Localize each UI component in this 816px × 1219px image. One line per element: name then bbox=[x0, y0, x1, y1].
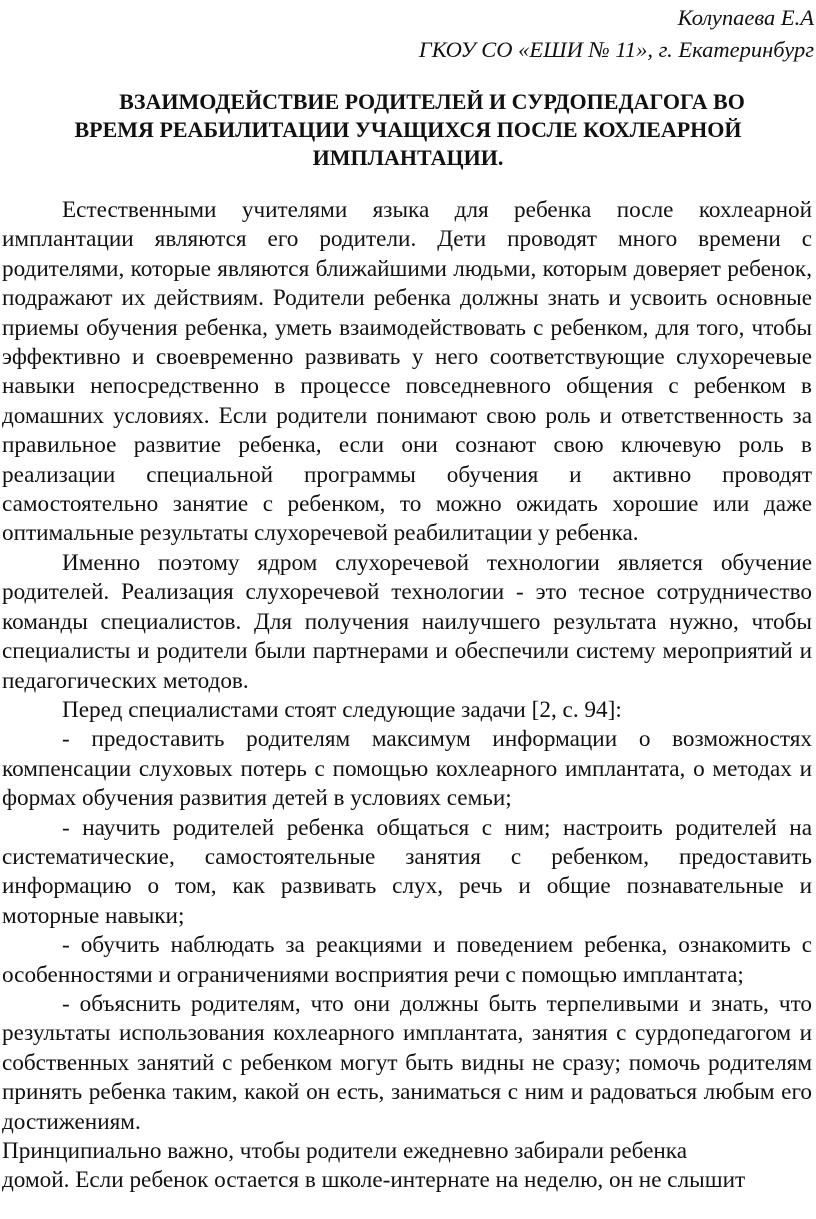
paragraph-1: Естественными учителями языка для ребенка после кохлеарной имплантации являются его родители. Дети проводят много времени с родителями, которые являются ближайшими людьми, которым доверяет ребенок, подражают их действиям. Родители ребенка должны знать и усвоить основные приемы обучения ребенка, уметь взаимодействовать с ребенком, для того, чтобы эффективно и своевременно развивать у него соответствующие слухоречевые навыки непосредственно в процессе повседневного общения с ребенком в домашних условиях. Если родители понимают свою роль и ответственность за правильное развитие ребенка, если они сознают свою ключевую роль в реализации специальной программы обучения и активно проводят самостоятельно занятие с ребенком, то можно ожидать хорошие или даже оптимальные результаты слухоречевой реабилитации у ребенка. bbox=[2, 197, 812, 547]
document-title bbox=[4, 88, 812, 172]
paragraph-8-line-2: домой. Если ребенок остается в школе-интернате на неделю, он не слышит bbox=[2, 1167, 746, 1194]
paragraph-8-line-1: Принципиально важно, чтобы родители ежедневно забирали ребенка bbox=[2, 1138, 688, 1164]
paragraph-7-task: - объяснить родителям, что они должны быть терпеливыми и знать, что результаты использования кохлеарного имплантата, занятия с сурдопедагогом и собственных занятий с ребенком могут быть видны не сразу; помочь родителям принять ребенка таким, какой он есть, заниматься с ним и радоваться любым его достижениям. bbox=[2, 990, 812, 1135]
author-block bbox=[419, 2, 814, 66]
paragraph-2: Именно поэтому ядром слухоречевой технологии является обучение родителей. Реализация слухоречевой технологии - это тесное сотрудничество команды специалистов. Для получения наилучшего результата нужно, чтобы специалисты и родители были партнерами и обеспечили систему мероприятий и педагогических методов. bbox=[2, 549, 812, 694]
paragraph-3: Перед специалистами стоят следующие задачи [2, с. 94]: bbox=[62, 696, 622, 723]
paragraph-6-task: - обучить наблюдать за реакциями и поведением ребенка, ознакомить с особенностями и ограничениями восприятия речи с помощью имплантата; bbox=[2, 932, 812, 988]
title-line-1: ВЗАИМОДЕЙСТВИЕ РОДИТЕЛЕЙ И СУРДОПЕДАГОГА ВО bbox=[119, 89, 745, 114]
author-organization: ГКОУ СО «ЕШИ № 11», г. Екатеринбург bbox=[418, 37, 814, 62]
title-line-2: ВРЕМЯ РЕАБИЛИТАЦИИ УЧАЩИХСЯ ПОСЛЕ КОХЛЕАРНОЙ bbox=[74, 117, 742, 142]
title-line-3: ИМПЛАНТАЦИИ. bbox=[312, 145, 504, 170]
paragraph-4-task: - предоставить родителям максимум информации о возможностях компенсации слуховых потерь с помощью кохлеарного имплантата, о методах и формах обучения развития детей в условиях семьи; bbox=[2, 726, 812, 812]
document-body bbox=[2, 196, 812, 1196]
author-name: Колупаева Е.А bbox=[677, 5, 814, 30]
paragraph-5-task: - научить родителей ребенка общаться с ним; настроить родителей на систематические, самостоятельные занятия с ребенком, предоставить информацию о том, как развивать слух, речь и общие познавательные и моторные навыки; bbox=[2, 814, 812, 929]
